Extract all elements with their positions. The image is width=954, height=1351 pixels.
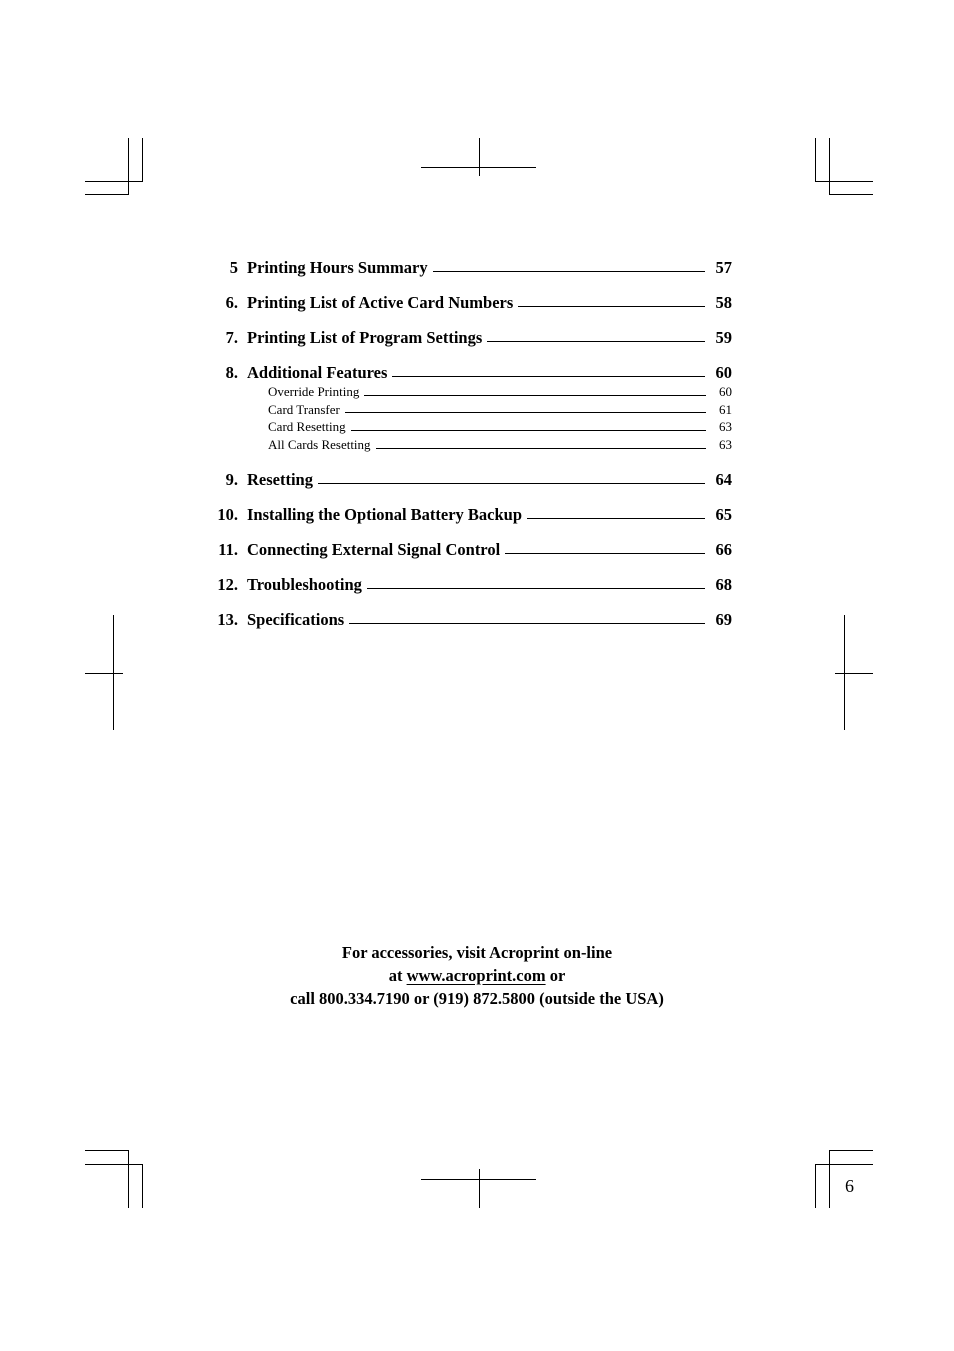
toc-leader-line	[433, 271, 705, 272]
toc-subentry-title: Card Resetting	[268, 419, 346, 435]
toc-entry-page: 69	[715, 609, 732, 629]
footer-line-2-suffix: or	[545, 966, 566, 985]
crop-mark	[815, 1164, 873, 1165]
toc-leader-line	[518, 306, 705, 307]
footer-line-3: call 800.334.7190 or (919) 872.5800 (outside the USA)	[290, 989, 664, 1008]
crop-mark	[815, 181, 873, 182]
crop-mark	[815, 1164, 816, 1208]
toc-entry[interactable]	[208, 470, 732, 490]
toc-entry-page: 59	[715, 328, 732, 347]
toc-entry-title: Printing List of Program Settings	[247, 328, 483, 347]
toc-entry-number: 12.	[217, 574, 238, 594]
crop-mark	[128, 1150, 129, 1208]
toc-entry[interactable]	[208, 363, 732, 383]
toc-entry-page: 57	[715, 258, 732, 277]
footer-line-2-prefix: at	[388, 966, 407, 985]
toc-entry-title: Printing Hours Summary	[247, 258, 428, 277]
toc-subentry[interactable]	[208, 436, 732, 454]
toc-entry-title: Resetting	[247, 469, 313, 489]
toc-entry-number: 8.	[225, 363, 238, 382]
toc-entry-page: 58	[715, 293, 732, 312]
toc-entry[interactable]	[208, 258, 732, 278]
toc-entry-title: Specifications	[247, 609, 345, 629]
toc-subentry-title: All Cards Resetting	[268, 437, 371, 453]
toc-subentry-page: 63	[719, 437, 732, 453]
crop-mark	[829, 194, 873, 195]
crop-mark	[85, 673, 123, 674]
crop-mark	[85, 194, 129, 195]
toc-leader-line	[487, 341, 705, 342]
toc-leader-line	[349, 623, 705, 624]
toc-leader-line	[527, 518, 705, 519]
crop-mark	[128, 138, 129, 195]
crop-mark	[85, 1164, 143, 1165]
toc-entry[interactable]	[208, 293, 732, 313]
crop-mark	[829, 1150, 830, 1208]
toc-subentry-page: 61	[719, 401, 732, 417]
toc-entry-title: Printing List of Active Card Numbers	[247, 293, 514, 312]
toc-subentry[interactable]	[208, 383, 732, 401]
toc-entry-page: 66	[715, 539, 732, 559]
toc-entry[interactable]	[208, 610, 732, 630]
table-of-contents	[208, 258, 732, 645]
toc-subentry[interactable]	[208, 418, 732, 436]
toc-subentry-page: 60	[719, 383, 732, 399]
toc-leader-line	[364, 395, 706, 396]
toc-entry-number: 10.	[217, 504, 238, 524]
crop-mark	[142, 138, 143, 182]
footer-line-1: For accessories, visit Acroprint on-line	[341, 943, 613, 962]
toc-entry[interactable]	[208, 540, 732, 560]
toc-subentry-page: 63	[719, 419, 732, 435]
crop-mark	[479, 138, 480, 176]
toc-entry-number: 11.	[218, 539, 238, 559]
toc-entry-page: 65	[715, 504, 732, 524]
toc-entry[interactable]	[208, 328, 732, 348]
toc-entry-title: Installing the Optional Battery Backup	[247, 504, 523, 524]
toc-entry[interactable]	[208, 505, 732, 525]
footer-line-2	[0, 964, 954, 987]
toc-entry-page: 60	[715, 363, 732, 382]
toc-entry-number: 13.	[217, 609, 238, 629]
toc-subentry-title: Card Transfer	[268, 401, 340, 417]
crop-mark	[829, 1150, 873, 1151]
toc-entry-number: 7.	[225, 328, 238, 347]
toc-entry[interactable]	[208, 575, 732, 595]
toc-entry-number: 9.	[225, 469, 238, 489]
toc-entry-page: 64	[715, 469, 732, 489]
toc-leader-line	[351, 430, 706, 431]
crop-mark	[479, 1169, 480, 1208]
crop-mark	[142, 1164, 143, 1208]
contact-footer	[0, 941, 954, 1010]
crop-mark	[815, 138, 816, 182]
page-number: 6	[845, 1176, 854, 1196]
toc-leader-line	[376, 448, 706, 449]
toc-leader-line	[505, 553, 705, 554]
crop-mark	[835, 673, 873, 674]
crop-mark	[829, 138, 830, 195]
toc-entry-title: Additional Features	[247, 363, 388, 382]
crop-mark	[85, 181, 143, 182]
toc-subentry[interactable]	[208, 401, 732, 419]
toc-leader-line	[345, 412, 706, 413]
toc-entry-title: Connecting External Signal Control	[247, 539, 501, 559]
toc-leader-line	[318, 483, 705, 484]
toc-entry-title: Troubleshooting	[247, 574, 362, 594]
crop-mark	[85, 1150, 129, 1151]
toc-entry-number: 5	[229, 258, 238, 277]
toc-entry-page: 68	[715, 574, 732, 594]
toc-entry-number: 6.	[225, 293, 238, 312]
toc-leader-line	[367, 588, 705, 589]
toc-leader-line	[392, 376, 705, 377]
website-link[interactable]: www.acroprint.com	[406, 966, 546, 985]
toc-subentry-title: Override Printing	[268, 383, 360, 399]
